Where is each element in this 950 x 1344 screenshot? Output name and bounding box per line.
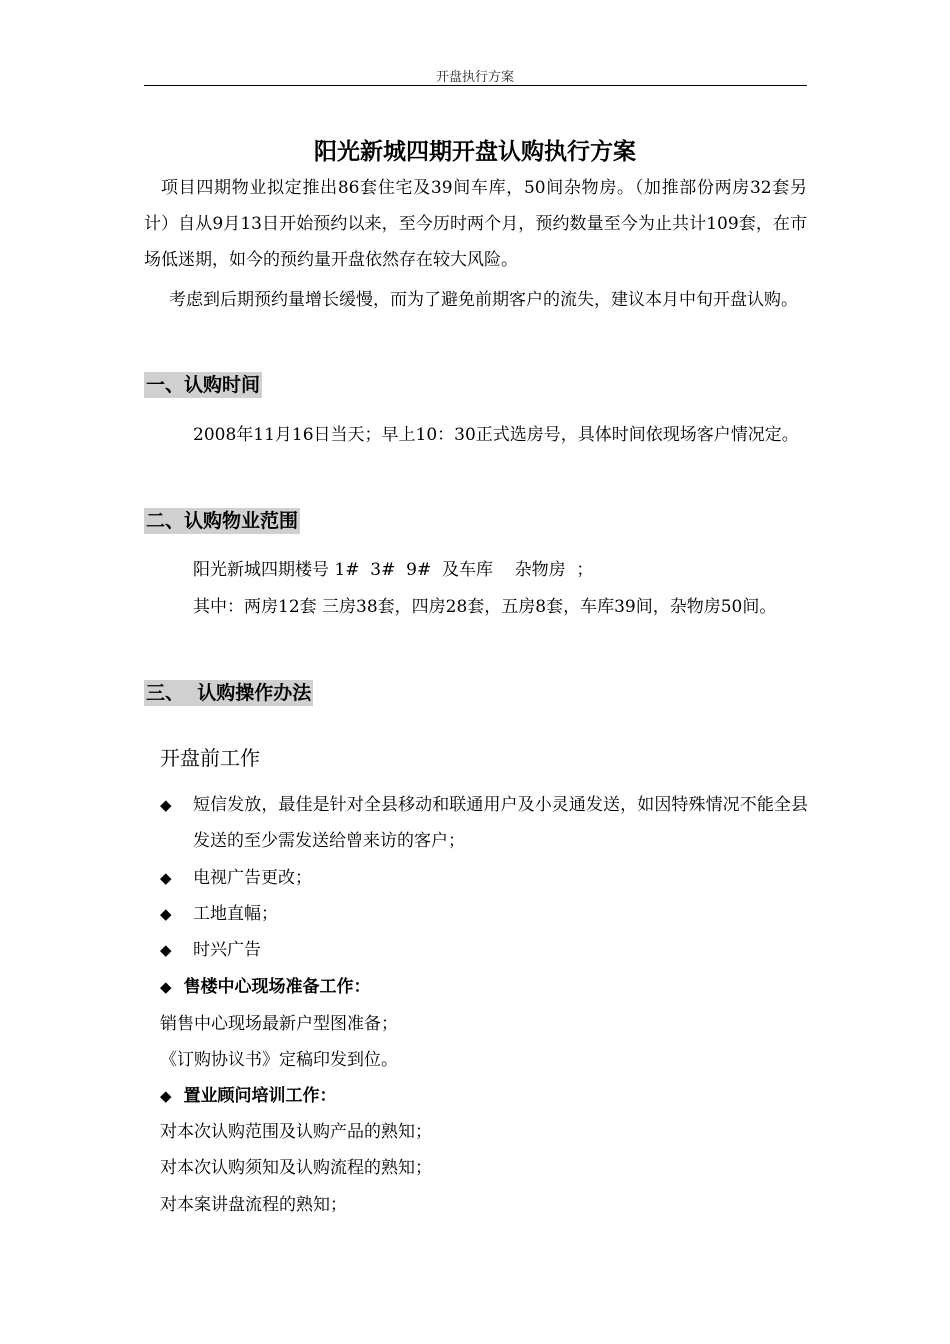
page-header: 开盘执行方案	[435, 70, 514, 85]
list-item-text: 电视广告更改；	[193, 868, 312, 888]
list-item	[160, 860, 810, 896]
sales-center-heading	[160, 969, 371, 1005]
list-item	[160, 932, 810, 968]
intro-paragraph-1: 项目四期物业拟定推出86套住宅及39间车库，50间杂物房。（加推部份两房32套另计）自从9月13日开始预约以来，至今历时两个月，预约数量至今为止共计109套，在市场低迷期，如今的预约量开盘依然存在较大风险。	[144, 178, 807, 270]
section-heading-3: 三、 认购操作办法	[146, 682, 312, 704]
header-divider	[144, 85, 807, 86]
sales-center-item: 销售中心现场最新户型图准备；	[160, 1014, 398, 1034]
diamond-bullet-icon: ◆	[160, 905, 172, 923]
training-item: 对本次认购须知及认购流程的熟知；	[160, 1158, 432, 1178]
section-heading-2: 二、认购物业范围	[146, 510, 299, 532]
section2-line-2: 其中：两房12套 三房38套，四房28套，五房8套，车库39间，杂物房50间。	[193, 597, 777, 617]
list-item-text: 时兴广告	[193, 940, 261, 960]
sales-center-item: 《订购协议书》定稿印发到位。	[160, 1050, 398, 1070]
section2-line-1: 阳光新城四期楼号 1# 3# 9# 及车库 杂物房 ；	[193, 560, 594, 580]
diamond-bullet-icon: ◆	[160, 869, 172, 887]
list-item	[160, 787, 810, 859]
diamond-bullet-icon: ◆	[160, 941, 172, 959]
diamond-bullet-icon: ◆	[160, 796, 172, 814]
subheading-pre-opening: 开盘前工作	[160, 746, 260, 770]
section1-body: 2008年11月16日当天；早上10：30正式选房号，具体时间依现场客户情况定。	[193, 425, 799, 445]
sales-center-title: 售楼中心现场准备工作：	[183, 977, 371, 997]
diamond-bullet-icon: ◆	[160, 978, 172, 996]
diamond-bullet-icon: ◆	[160, 1087, 172, 1105]
list-item-text: 短信发放，最佳是针对全县移动和联通用户及小灵通发送，如因特殊情况不能全县发送的至少需发送给曾来访的客户；	[193, 795, 808, 851]
training-item: 对本次认购范围及认购产品的熟知；	[160, 1122, 432, 1142]
list-item	[160, 896, 810, 932]
document-title: 阳光新城四期开盘认购执行方案	[314, 139, 636, 165]
section-heading-1: 一、认购时间	[146, 374, 261, 396]
training-item: 对本案讲盘流程的熟知；	[160, 1195, 347, 1215]
intro-paragraph-2: 考虑到后期预约量增长缓慢，而为了避免前期客户的流失，建议本月中旬开盘认购。	[169, 290, 798, 310]
training-heading	[160, 1078, 337, 1114]
training-title: 置业顾问培训工作：	[183, 1086, 337, 1106]
list-item-text: 工地直幅；	[193, 904, 278, 924]
